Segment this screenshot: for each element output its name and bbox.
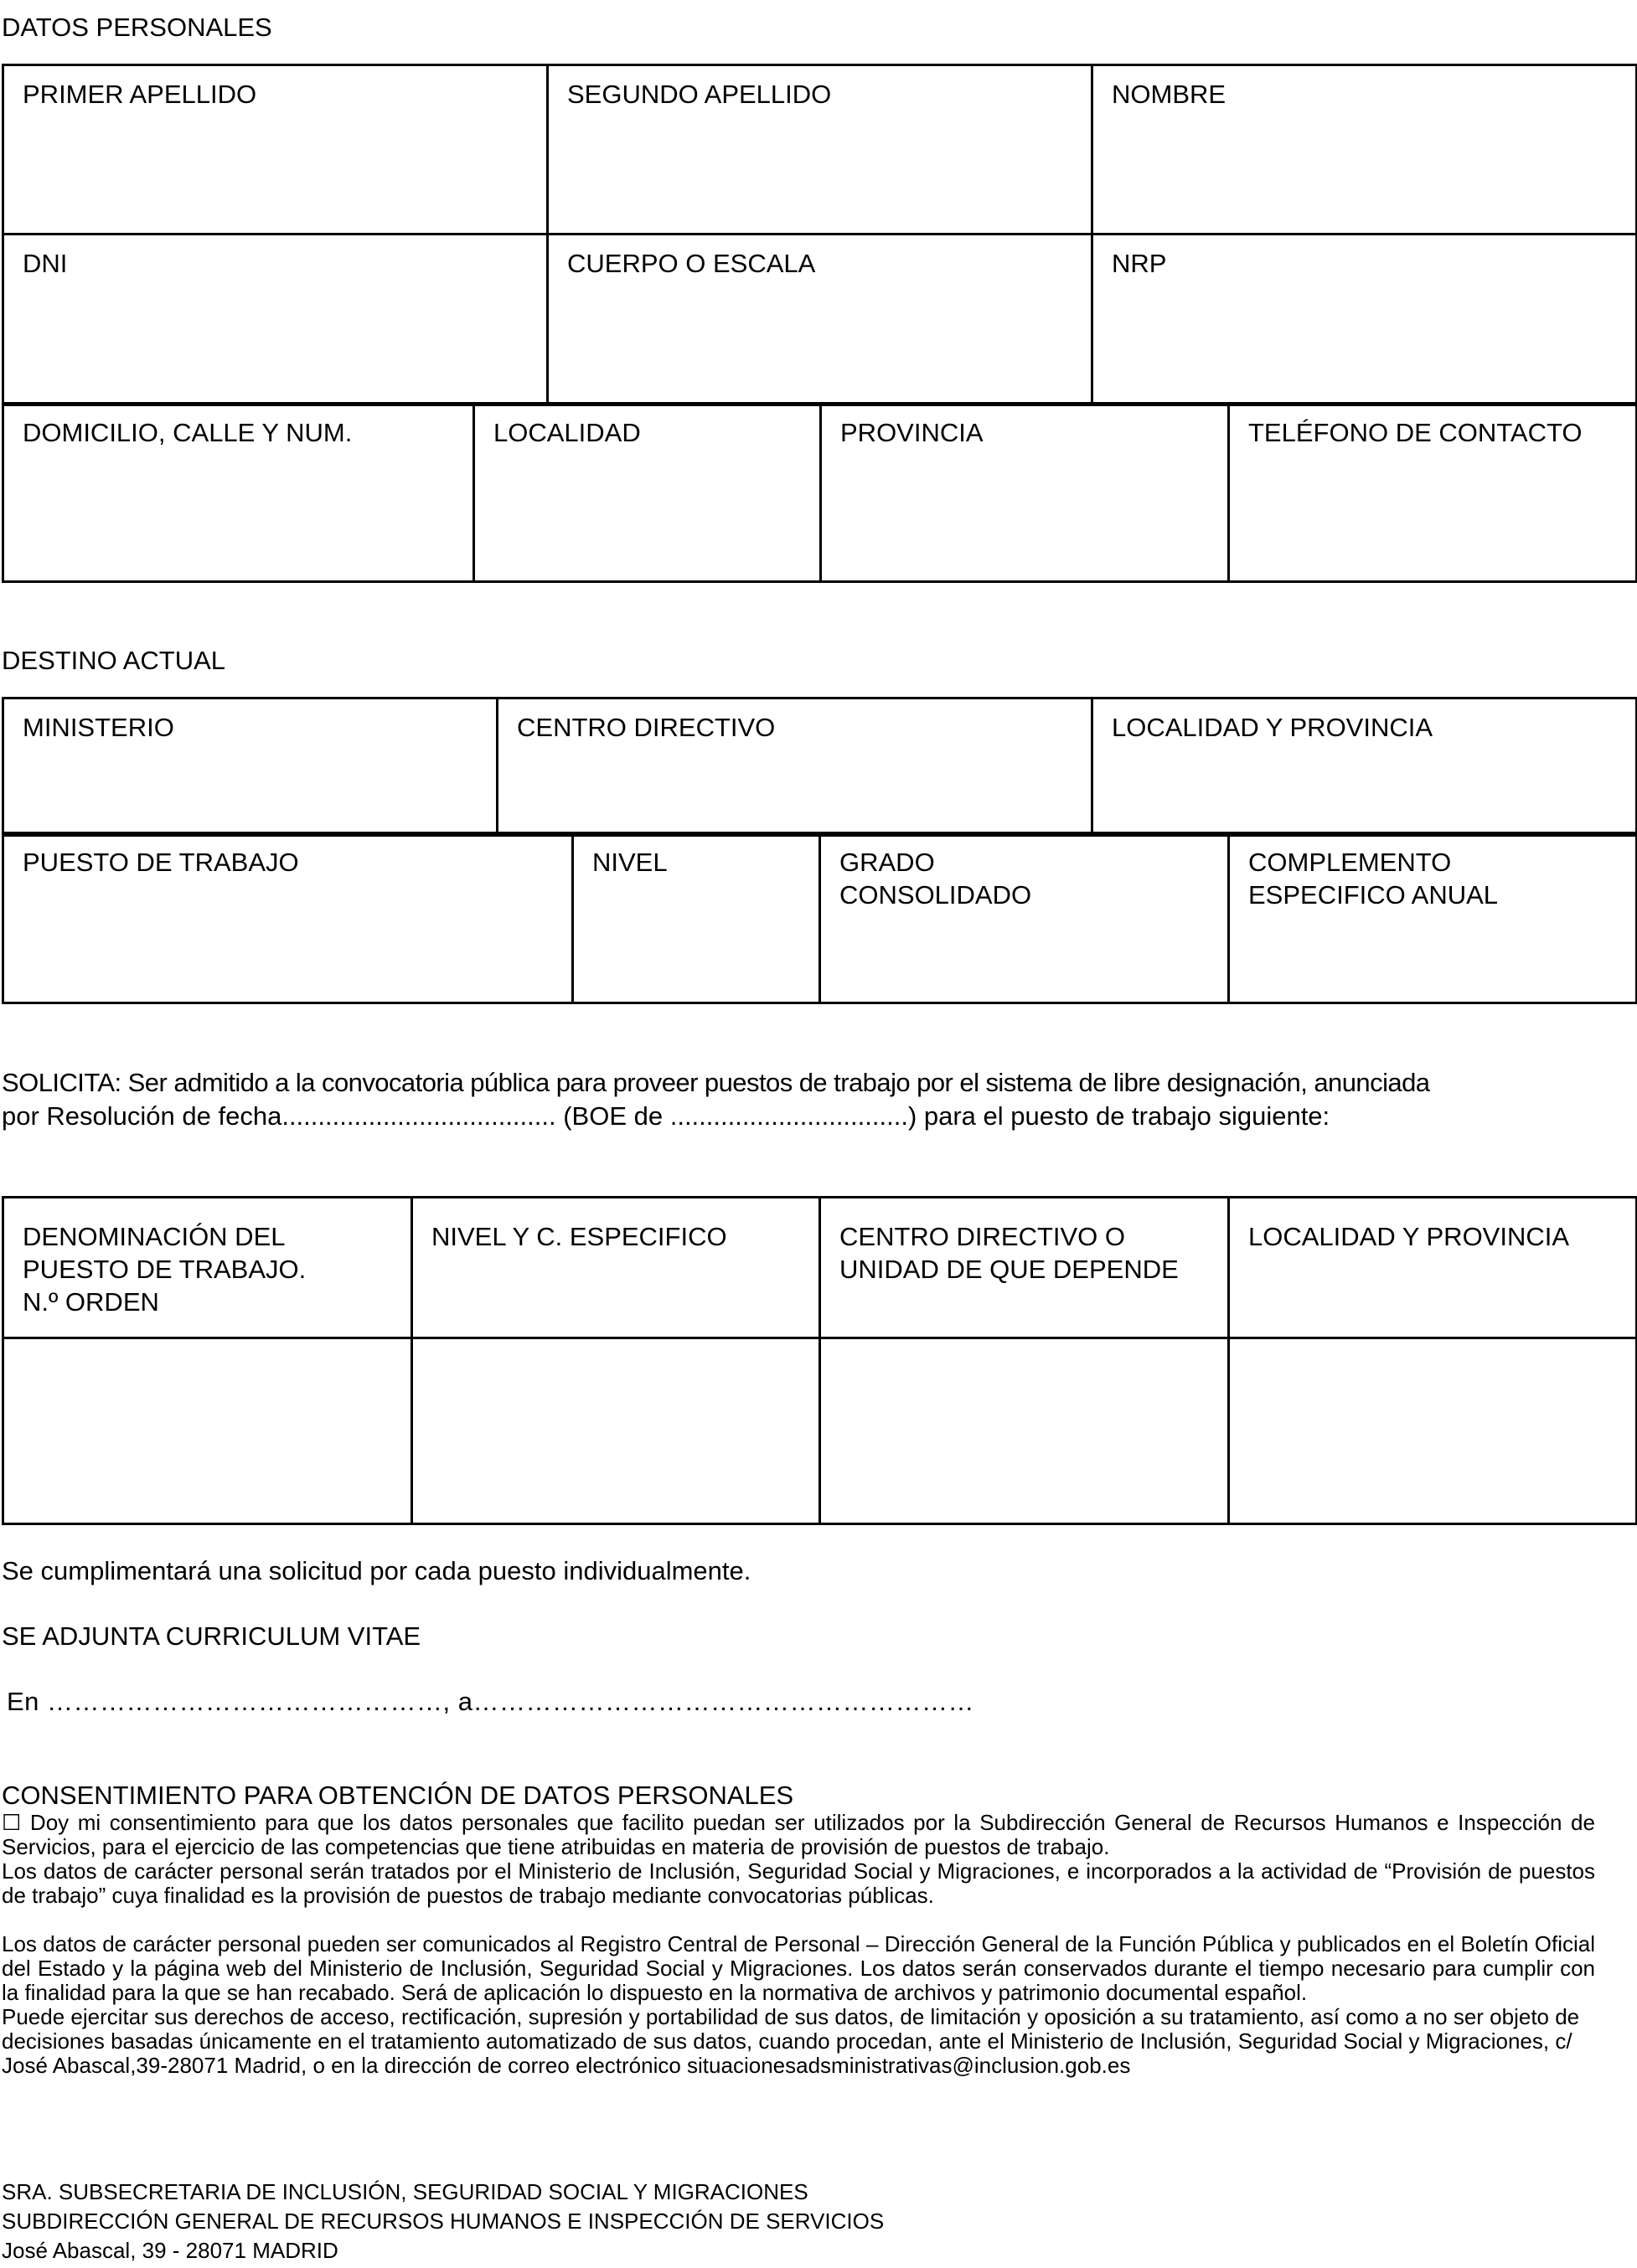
datos-personales-table-1 <box>2 64 1637 406</box>
consent-paragraph-2: Los datos de carácter personal serán tratados por el Ministerio de Inclusión, Seguridad Social y Migraciones, e incorporados a la actividad de “Provisión de puestos de trabajo” cuya finalidad es la provisión de puestos de trabajo mediante convocatorias públicas. <box>2 1858 1595 1908</box>
header-centro-directivo <box>820 1198 1229 1338</box>
field-primer-apellido[interactable] <box>3 65 548 235</box>
consent-paragraph-1 <box>2 1811 1595 1859</box>
field-puesto-trabajo[interactable] <box>3 833 573 1003</box>
header-denominacion <box>3 1198 412 1338</box>
field-label: COMPLEMENTO ESPECIFICO ANUAL <box>1248 848 1499 910</box>
field-label: SEGUNDO APELLIDO <box>567 80 832 109</box>
solicita-text <box>2 1066 1635 1133</box>
datos-personales-table-2 <box>2 402 1637 583</box>
destino-actual-table-1 <box>2 697 1637 837</box>
header-localidad-provincia <box>1229 1198 1637 1338</box>
destino-actual-table-2 <box>2 832 1637 1004</box>
input-localidad-provincia[interactable] <box>1229 1338 1637 1524</box>
destinatario-line-1: SRA. SUBSECRETARIA DE INCLUSIÓN, SEGURIDAD SOCIAL Y MIGRACIONES <box>2 2179 808 2204</box>
field-nombre[interactable] <box>1092 65 1637 235</box>
field-grado-consolidado[interactable] <box>820 833 1229 1003</box>
field-provincia[interactable] <box>821 404 1229 582</box>
destinatario-line-3: José Abascal, 39 - 28071 MADRID <box>2 2238 338 2263</box>
column-header: NIVEL Y C. ESPECIFICO <box>431 1222 727 1251</box>
column-header: DENOMINACIÓN DEL PUESTO DE TRABAJO. N.º ORDEN <box>23 1222 307 1317</box>
lugar-fecha-line: En ………………………………………, a………………………………………………… <box>7 1687 974 1716</box>
field-localidad[interactable] <box>474 404 821 582</box>
field-label: MINISTERIO <box>23 713 174 742</box>
destinatario-block <box>2 2178 884 2265</box>
consent-paragraph-4: Puede ejercitar sus derechos de acceso, rectificación, supresión y portabilidad de sus datos, de limitación y oposición a su tratamiento, así como a no ser objeto de decisiones basadas únicamente en el tratamiento automatizado de sus datos, cuando procedan, ante el Ministerio de Inclusión, Seguridad Social y Migraciones, c/ José Abascal,39-28071 Madrid, o en la dirección de correo electrónico situacionesadsministrativas@inclusion.gob.es <box>2 2004 1580 2078</box>
consentimiento-block <box>2 1811 1595 2078</box>
field-label: DOMICILIO, CALLE Y NUM. <box>23 418 353 447</box>
field-label: DNI <box>23 249 68 278</box>
section-title-datos-personales: DATOS PERSONALES <box>2 13 272 42</box>
field-centro-directivo[interactable] <box>498 698 1092 836</box>
field-segundo-apellido[interactable] <box>548 65 1092 235</box>
field-localidad-provincia[interactable] <box>1092 698 1637 836</box>
column-header: LOCALIDAD Y PROVINCIA <box>1248 1222 1570 1251</box>
destinatario-line-2: SUBDIRECCIÓN GENERAL DE RECURSOS HUMANOS E INSPECCIÓN DE SERVICIOS <box>2 2209 885 2234</box>
field-label: TELÉFONO DE CONTACTO <box>1248 418 1583 447</box>
input-nivel-especifico[interactable] <box>412 1338 820 1524</box>
field-cuerpo-escala[interactable] <box>548 235 1092 405</box>
consent-text-1: Doy mi consentimiento para que los datos personales que facilito puedan ser utilizados por la Subdirección General de Recursos Humanos e Inspección de Servicios, para el ejercicio de las competencias que tiene atribuidas en materia de provisión de puestos de trabajo. <box>2 1810 1595 1859</box>
field-label: PRIMER APELLIDO <box>23 80 257 109</box>
field-label: NRP <box>1112 249 1167 278</box>
header-nivel-especifico <box>412 1198 820 1338</box>
field-dni[interactable] <box>3 235 548 405</box>
field-label: CUERPO O ESCALA <box>567 249 816 278</box>
field-ministerio[interactable] <box>3 698 498 836</box>
spacer <box>2 1908 1595 1932</box>
puesto-solicitado-table <box>2 1196 1637 1525</box>
field-domicilio[interactable] <box>3 404 474 582</box>
field-label: PUESTO DE TRABAJO <box>23 848 299 877</box>
field-telefono[interactable] <box>1229 404 1637 582</box>
field-label: LOCALIDAD <box>493 418 641 447</box>
field-nrp[interactable] <box>1092 235 1637 405</box>
field-label: NIVEL <box>592 848 668 877</box>
field-nivel[interactable] <box>573 833 820 1003</box>
field-label: PROVINCIA <box>840 418 984 447</box>
solicita-line-1: SOLICITA: Ser admitido a la convocatoria pública para proveer puestos de trabajo por el sistema de libre designación, anunciada <box>2 1068 1430 1097</box>
column-header: CENTRO DIRECTIVO O UNIDAD DE QUE DEPENDE <box>839 1222 1179 1284</box>
note-curriculum: SE ADJUNTA CURRICULUM VITAE <box>2 1621 421 1651</box>
input-denominacion[interactable] <box>3 1338 412 1524</box>
consent-paragraph-3: Los datos de carácter personal pueden ser comunicados al Registro Central de Personal – Dirección General de la Función Pública y publicados en el Boletín Oficial del Estado y la página web del Ministerio de Inclusión, Seguridad Social y Migraciones. Los datos serán conservados durante el tiempo necesario para cumplir con la finalidad para la que se han recabado. Será de aplicación lo dispuesto en la normativa de archivos y patrimonio documental español. <box>2 1931 1595 2005</box>
field-label: NOMBRE <box>1112 80 1226 109</box>
consentimiento-title: CONSENTIMIENTO PARA OBTENCIÓN DE DATOS PERSONALES <box>2 1781 794 1810</box>
input-centro-directivo[interactable] <box>820 1338 1229 1524</box>
field-label: LOCALIDAD Y PROVINCIA <box>1112 713 1433 742</box>
solicita-line-2: por Resolución de fecha...................................... (BOE de .................................) para el puesto de trabajo siguiente: <box>2 1101 1330 1131</box>
note-individual: Se cumplimentará una solicitud por cada puesto individualmente. <box>2 1556 751 1585</box>
field-label: CENTRO DIRECTIVO <box>517 713 776 742</box>
section-title-destino-actual: DESTINO ACTUAL <box>2 646 225 675</box>
field-complemento-especifico[interactable] <box>1229 833 1637 1003</box>
field-label: GRADO CONSOLIDADO <box>839 848 1032 910</box>
checkbox[interactable]: ☐ <box>2 1810 22 1835</box>
